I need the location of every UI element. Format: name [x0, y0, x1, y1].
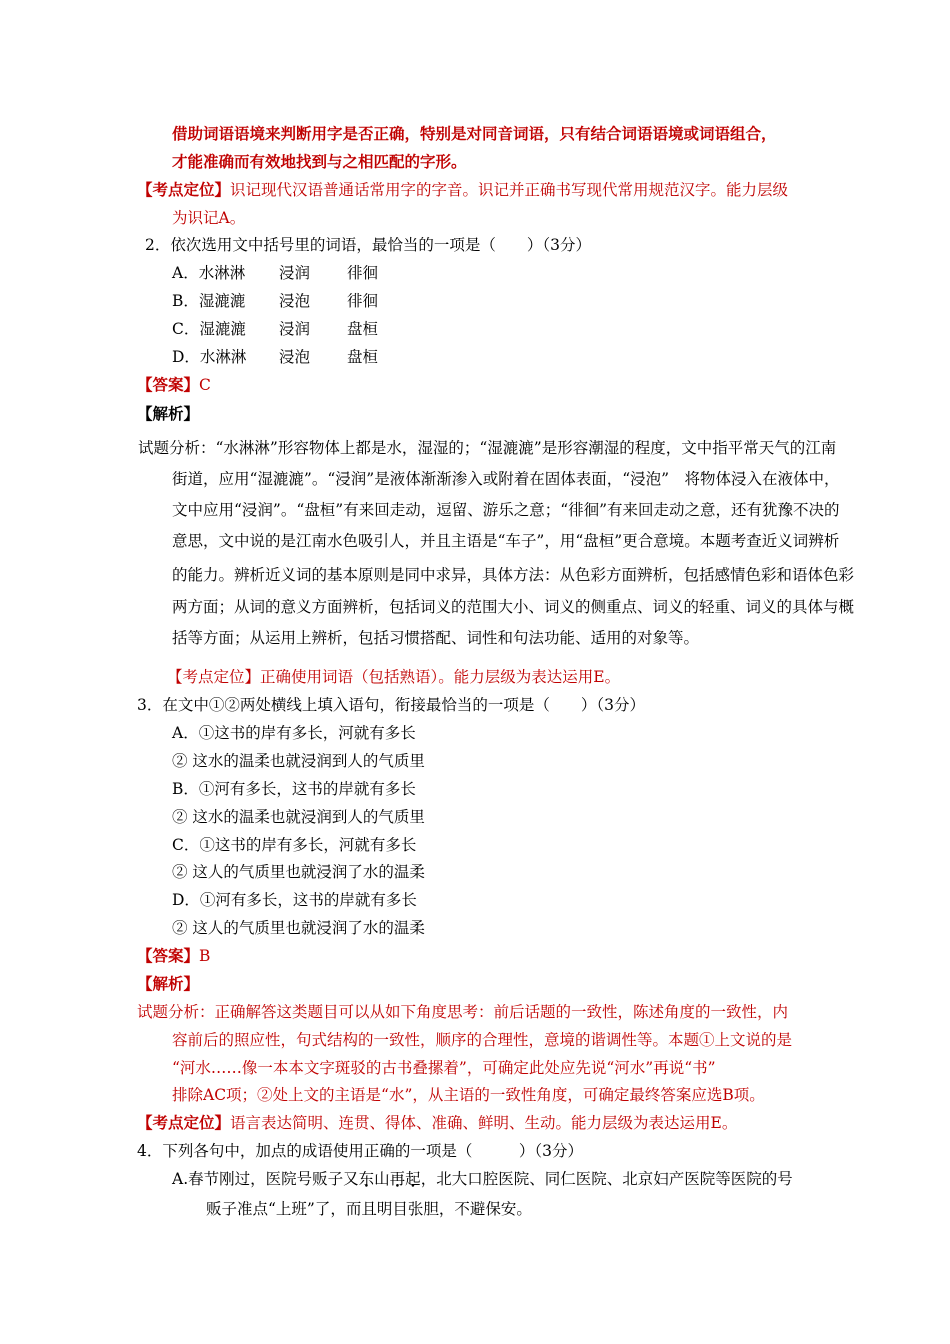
q3-analysis-line-2: 容前后的照应性，句式结构的一致性，顺序的合理性，意境的谐调性等。本题①上文说的是 — [172, 1031, 793, 1049]
q2-option-b-word3: 徘徊 — [347, 292, 379, 310]
q4-a-text-mid: 山 — [374, 1170, 390, 1188]
q2-kaodian — [167, 667, 620, 687]
q3-jiexi-heading: 【解析】 — [137, 974, 200, 993]
kaodian-tag: 【考点定位】 — [137, 1113, 231, 1132]
q2-option-b-word1: B．湿漉漉 — [172, 292, 246, 310]
q3-option-a-2: ② 这水的温柔也就浸润到人的气质里 — [172, 752, 425, 770]
dotted-char: 起 — [405, 1170, 421, 1188]
q2-analysis-line-5: 的能力。辨析近义词的基本原则是同中求异，具体方法：从色彩方面辨析，包括感情色彩和语体色彩 — [172, 566, 855, 584]
kaodian-text: 识记现代汉语普通话常用字的字音。识记并正确书写现代常用规范汉字。能力层级 — [230, 181, 789, 199]
q2-analysis-line-3: 文中应用“浸润”。“盘桓”有来回走动，逗留、游乐之意；“徘徊”有来回走动之意，还有犹豫不决的 — [172, 501, 840, 519]
q3-option-d-2: ② 这人的气质里也就浸润了水的温柔 — [172, 919, 425, 937]
q2-option-c-word2: 浸润 — [279, 320, 311, 338]
dotted-char: 东 — [358, 1170, 375, 1188]
q3-stem: 3．在文中①②两处横线上填入语句，衔接最恰当的一项是（ ）（3分） — [137, 696, 645, 714]
q3-option-a-1: A．①这书的岸有多长，河就有多长 — [172, 724, 416, 742]
q2-answer — [137, 375, 211, 395]
prev-analysis-line-1: 借助词语语境来判断用字是否正确，特别是对同音词语，只有结合词语语境或词语组合， — [172, 124, 777, 143]
answer-value: B — [199, 947, 211, 965]
q2-analysis-line-1: 试题分析：“水淋淋”形容物体上都是水，湿湿的；“湿漉漉”是形容潮湿的程度，文中指平常天气的江南 — [138, 439, 837, 457]
kaodian-tag: 【考点定位】 — [137, 180, 231, 199]
q3-option-d-1: D．①河有多长，这书的岸就有多长 — [172, 891, 417, 909]
q2-option-d-word1: D．水淋淋 — [172, 348, 247, 366]
q2-option-a-word3: 徘徊 — [347, 264, 379, 282]
prev-analysis-line-2: 才能准确而有效地找到与之相匹配的字形。 — [172, 152, 467, 171]
q2-option-a-word1: A．水淋淋 — [172, 264, 246, 282]
q3-option-b-2: ② 这水的温柔也就浸润到人的气质里 — [172, 808, 425, 826]
q3-option-c-2: ② 这人的气质里也就浸润了水的温柔 — [172, 863, 425, 881]
prev-kaodian — [137, 180, 788, 200]
q4-a-text-post: ，北大口腔医院、同仁医院、北京妇产医院等医院的号 — [420, 1170, 793, 1188]
q4-option-a-line-2: 贩子准点“上班”了，而且明目张胆，不避保安。 — [206, 1200, 532, 1218]
q3-kaodian — [137, 1113, 737, 1133]
kaodian-text: 正确使用词语（包括熟语）。能力层级为表达运用E。 — [260, 668, 621, 686]
q2-analysis-line-2: 街道，应用“湿漉漉”。“浸润”是液体渐渐渗入或附着在固体表面，“浸泡” 将物体浸入在液体中， — [172, 470, 840, 488]
answer-tag: 【答案】 — [137, 375, 200, 394]
q2-jiexi-heading: 【解析】 — [137, 404, 200, 423]
answer-value: C — [199, 376, 211, 394]
q2-stem: 2．依次选用文中括号里的词语，最恰当的一项是（ ）（3分） — [145, 236, 591, 254]
q4-option-a-line-1 — [172, 1169, 793, 1189]
q3-analysis-line-1: 试题分析：正确解答这类题目可以从如下角度思考：前后话题的一致性，陈述角度的一致性，内 — [137, 1003, 789, 1021]
q2-analysis-line-4: 意思，文中说的是江南水色吸引人，并且主语是“车子”，用“盘桓”更合意境。本题考查近义词辨析 — [172, 532, 840, 550]
kaodian-text: 语言表达简明、连贯、得体、准确、鲜明、生动。能力层级为表达运用E。 — [230, 1114, 738, 1132]
dotted-char: 再 — [389, 1170, 406, 1188]
q4-a-text-pre: A.春节刚过，医院号贩子又 — [172, 1170, 359, 1188]
q2-option-d-word2: 浸泡 — [279, 348, 311, 366]
q2-analysis-line-6: 两方面；从词的意义方面辨析，包括词义的范围大小、词义的侧重点、词义的轻重、词义的具体与概 — [172, 598, 855, 616]
q3-option-b-1: B．①河有多长，这书的岸就有多长 — [172, 780, 416, 798]
q3-answer — [137, 946, 210, 966]
q3-option-c-1: C．①这书的岸有多长，河就有多长 — [172, 836, 417, 854]
prev-kaodian-line-2: 为识记A。 — [172, 209, 246, 227]
q3-analysis-line-3: “河水……像一本本文字斑驳的古书叠摞着”，可确定此处应先说“河水”再说“书” — [172, 1059, 716, 1077]
q4-stem: 4．下列各句中，加点的成语使用正确的一项是（ ）（3分） — [137, 1142, 583, 1160]
q2-option-d-word3: 盘桓 — [347, 348, 379, 366]
q2-analysis-line-7: 括等方面；从运用上辨析，包括习惯搭配、词性和句法功能、适用的对象等。 — [172, 629, 700, 647]
kaodian-tag: 【考点定位】 — [167, 668, 261, 686]
q2-option-b-word2: 浸泡 — [279, 292, 311, 310]
q2-option-c-word1: C．湿漉漉 — [172, 320, 246, 338]
q2-option-c-word3: 盘桓 — [347, 320, 379, 338]
answer-tag: 【答案】 — [137, 946, 200, 965]
q2-option-a-word2: 浸润 — [279, 264, 311, 282]
q3-analysis-line-4: 排除AC项；②处上文的主语是“水”，从主语的一致性角度，可确定最终答案应选B项。 — [172, 1086, 765, 1104]
